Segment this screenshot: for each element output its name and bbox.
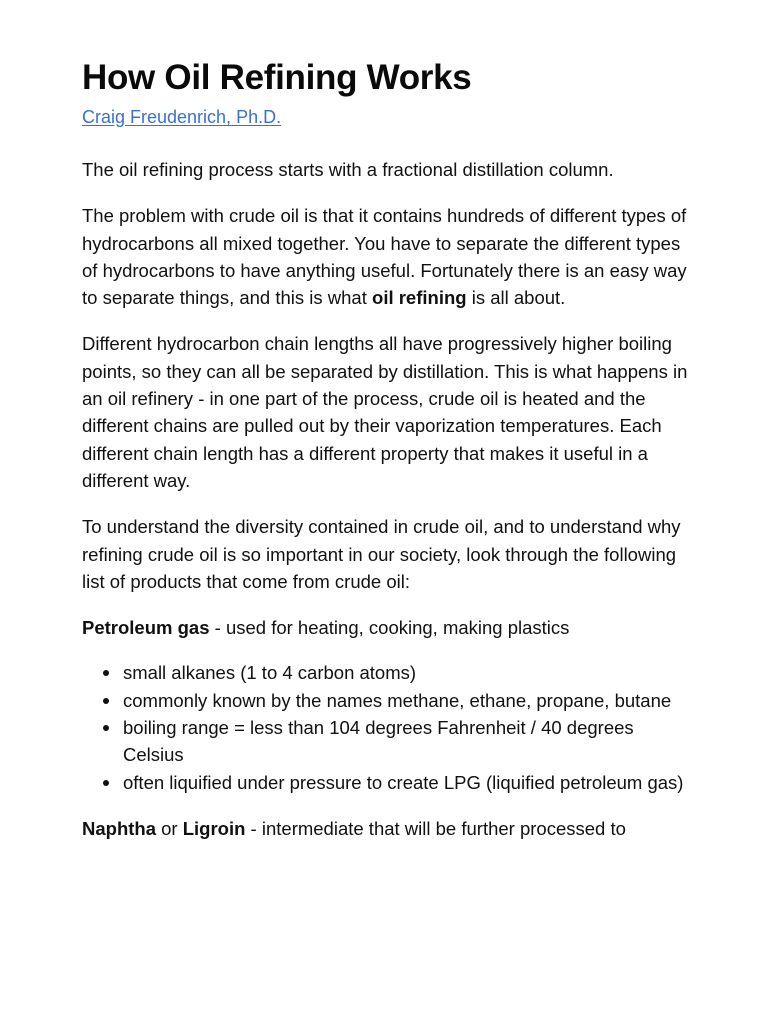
paragraph-intro: The oil refining process starts with a fractional distillation column.	[82, 159, 614, 180]
list-item-text: boiling range = less than 104 degrees Fahrenheit / 40 degrees Celsius	[123, 717, 634, 766]
bullet-icon	[103, 725, 109, 731]
naphtha-heading	[82, 815, 692, 842]
paragraph-diversity: To understand the diversity contained in crude oil, and to understand why refining crude oil is so important in our society, look through the following list of products that come from crude oil:	[82, 516, 681, 592]
list-item	[123, 659, 692, 686]
list-item-text: small alkanes (1 to 4 carbon atoms)	[123, 662, 417, 684]
petroleum-gas-description: - used for heating, cooking, making plastics	[209, 617, 570, 639]
list-item	[123, 714, 692, 769]
paragraph-chains: Different hydrocarbon chain lengths all have progressively higher boiling points, so they can all be separated by distillation. This is what happens in an oil refinery - in one part of the process, crude oil is heated and the different chains are pulled out by their vaporization temperatures. Each different chain length has a different property that makes it useful in a different way.	[82, 333, 688, 491]
paragraph-problem-text: The problem with crude oil is that it contains hundreds of different types of hydrocarbons all mixed together. You have to separate the different types of hydrocarbons to have anything useful. Fortunately there is an easy way to separate things, and this is what	[82, 205, 687, 309]
list-item	[123, 769, 692, 796]
petroleum-gas-list	[82, 659, 692, 795]
bullet-icon	[103, 670, 109, 676]
author-link[interactable]: Craig Freudenrich, Ph.D.	[82, 107, 282, 127]
paragraph-problem-end: is all about.	[466, 287, 566, 309]
bullet-icon	[103, 780, 109, 786]
list-item-text: often liquified under pressure to create LPG (liquified petroleum gas)	[123, 771, 684, 793]
ligroin-term: Ligroin	[182, 817, 246, 839]
list-item	[123, 687, 692, 714]
petroleum-gas-heading	[82, 614, 692, 641]
article	[82, 56, 692, 842]
petroleum-gas-term: Petroleum gas	[82, 617, 210, 639]
naphtha-term: Naphtha	[82, 817, 156, 839]
list-item-text: commonly known by the names methane, ethane, propane, butane	[123, 689, 672, 711]
paragraph-problem	[82, 202, 692, 311]
naphtha-description: - intermediate that will be further processed to	[245, 817, 626, 839]
bullet-icon	[103, 698, 109, 704]
naphtha-connector: or	[156, 817, 183, 839]
oil-refining-term: oil refining	[372, 287, 467, 309]
article-title: How Oil Refining Works	[82, 58, 472, 97]
